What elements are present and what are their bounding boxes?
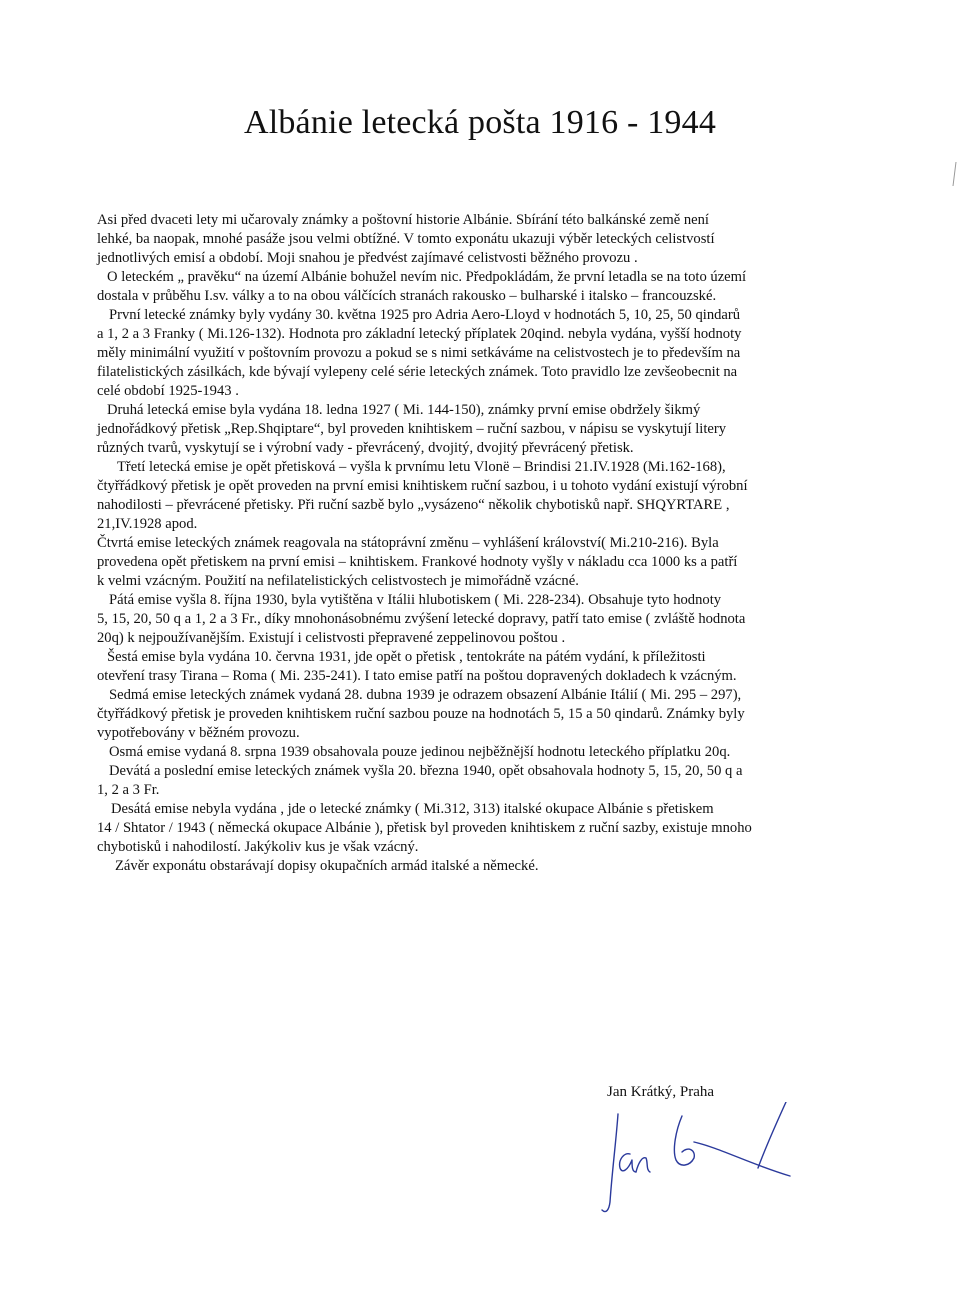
text-line: 21,IV.1928 apod. — [97, 516, 198, 532]
text-line: vypotřebovány v běžném provozu. — [97, 725, 300, 741]
text-line: chybotisků i nahodilostí. Jakýkoliv kus je však vzácný. — [97, 839, 419, 855]
text-line: a 1, 2 a 3 Franky ( Mi.126-132). Hodnota pro základní letecký příplatek 20qind. nebyla vydána, vyšší hodnoty — [97, 326, 742, 342]
paragraph — [97, 268, 857, 306]
document-title: Albánie letecká pošta 1916 - 1944 — [243, 104, 717, 141]
text-line: jednotlivých emisí a období. Moji snahou je předvést zajímavé celistvosti běžného provozu . — [97, 250, 638, 266]
text-line: Sedmá emise leteckých známek vydaná 28. dubna 1939 je odrazem obsazení Albánie Itálií ( Mi. 295 – 297), — [109, 687, 742, 703]
text-line: Desátá emise nebyla vydána , jde o letecké známky ( Mi.312, 313) italské okupace Albánie s přetiskem — [111, 801, 714, 817]
paragraph — [97, 800, 857, 857]
text-line: různých tvarů, vyskytují se i výrobní vady - převrácený, dvojitý, dvojitý převrácený přetisk. — [97, 440, 634, 456]
edge-mark — [950, 160, 958, 190]
paragraph — [97, 306, 857, 401]
paragraph — [97, 401, 857, 458]
text-line: Pátá emise vyšla 8. října 1930, byla vytištěna v Itálii hlubotiskem ( Mi. 228-234). Obsahuje tyto hodnoty — [109, 592, 722, 608]
text-line: Závěr exponátu obstarávají dopisy okupačních armád italské a německé. — [115, 858, 539, 874]
paragraph — [97, 648, 857, 686]
text-line: čtyřřádkový přetisk je opět proveden na první emisi knihtiskem ruční sazbou, i u tohoto vydání existují výrobní — [97, 478, 748, 494]
text-line: celé období 1925-1943 . — [97, 383, 239, 399]
text-line: 14 / Shtator / 1943 ( německá okupace Albánie ), přetisk byl proveden knihtiskem z ruční sazby, existuje mnoho — [97, 820, 752, 836]
text-line: Čtvrtá emise leteckých známek reagovala na státoprávní změnu – vyhlášení království( Mi.210-216). Byla — [97, 535, 719, 551]
author-name: Jan Krátký, Praha — [607, 1084, 715, 1100]
paragraph — [97, 211, 857, 268]
text-line: 5, 15, 20, 50 q a 1, 2 a 3 Fr., díky mnohonásobnému zvýšení letecké dopravy, patří tato emise ( zvláště hodnota — [97, 611, 746, 627]
text-line: měly minimální využití v poštovním provozu a pokud se s nimi setkáváme na celistvostech je to především na — [97, 345, 741, 361]
text-line: nahodilosti – převrácené přetisky. Při ruční sazbě bylo „vysázeno“ několik chybotisků např. SHQYRTARE , — [97, 497, 730, 513]
text-line: O leteckém „ pravěku“ na území Albánie bohužel nevím nic. Předpokládám, že první letadla se na toto území — [107, 269, 747, 285]
text-line: filatelistických zásilkách, kde bývají vylepeny celé série leteckých známek. Toto pravidlo lze zevšeobecnit na — [97, 364, 738, 380]
text-line: Devátá a poslední emise leteckých známek vyšla 20. března 1940, opět obsahovala hodnoty 5, 15, 20, 50 q a — [109, 763, 743, 779]
text-line: Třetí letecká emise je opět přetisková – vyšla k prvnímu letu Vlonë – Brindisi 21.IV.1928 (Mi.162-168), — [117, 459, 726, 475]
text-line: otevření trasy Tirana – Roma ( Mi. 235-241). I tato emise patří na poštou dopravených dokladech k vzácným. — [97, 668, 737, 684]
text-line: První letecké známky byly vydány 30. května 1925 pro Adria Aero-Lloyd v hodnotách 5, 10, 25, 50 qindarů — [109, 307, 741, 323]
signature-block — [590, 1082, 820, 1232]
paragraph — [97, 686, 857, 743]
text-line: čtyřřádkový přetisk je proveden knihtiskem ruční sazbou pouze na hodnotách 5, 15 a 50 qindarů. Známky byly — [97, 706, 745, 722]
text-line: 20q) k nejpoužívanějším. Existují i celistvosti přepravené zeppelinovou poštou . — [97, 630, 566, 646]
text-line: Osmá emise vydaná 8. srpna 1939 obsahovala pouze jedinou nejběžnější hodnotu leteckého příplatku 20q. — [109, 744, 731, 760]
paragraph — [97, 458, 857, 534]
text-line: Šestá emise byla vydána 10. června 1931, jde opět o přetisk , tentokráte na pátém vydání, k příležitosti — [107, 649, 706, 665]
paragraph — [97, 857, 857, 876]
text-line: lehké, ba naopak, mnohé pasáže jsou velmi obtížné. V tomto exponátu ukazuji výběr leteckých celistvostí — [97, 231, 715, 247]
paragraph — [97, 534, 857, 591]
handwritten-signature — [590, 1102, 820, 1232]
text-line: Druhá letecká emise byla vydána 18. ledna 1927 ( Mi. 144-150), známky první emise obdržely šikmý — [107, 402, 701, 418]
paragraph — [97, 762, 857, 800]
text-line: 1, 2 a 3 Fr. — [97, 782, 160, 798]
text-line: provedena opět přetiskem na první emisi – knihtiskem. Frankové hodnoty vyšly v nákladu cca 1000 ks a patří — [97, 554, 738, 570]
text-line: k velmi vzácným. Použití na nefilatelistických celistvostech je mimořádně vzácné. — [97, 573, 579, 589]
text-line: jednořádkový přetisk „Rep.Shqiptare“, byl proveden knihtiskem – ruční sazbou, v nápisu se vyskytují litery — [97, 421, 727, 437]
document-body — [97, 211, 857, 876]
paragraph — [97, 743, 857, 762]
text-line: Asi před dvaceti lety mi učarovaly známky a poštovní historie Albánie. Sbírání této balkánské země není — [97, 212, 709, 228]
text-line: dostala v průběhu I.sv. války a to na obou válčících stranách rakousko – bulharské i italsko – francouzské. — [97, 288, 717, 304]
paragraph — [97, 591, 857, 648]
